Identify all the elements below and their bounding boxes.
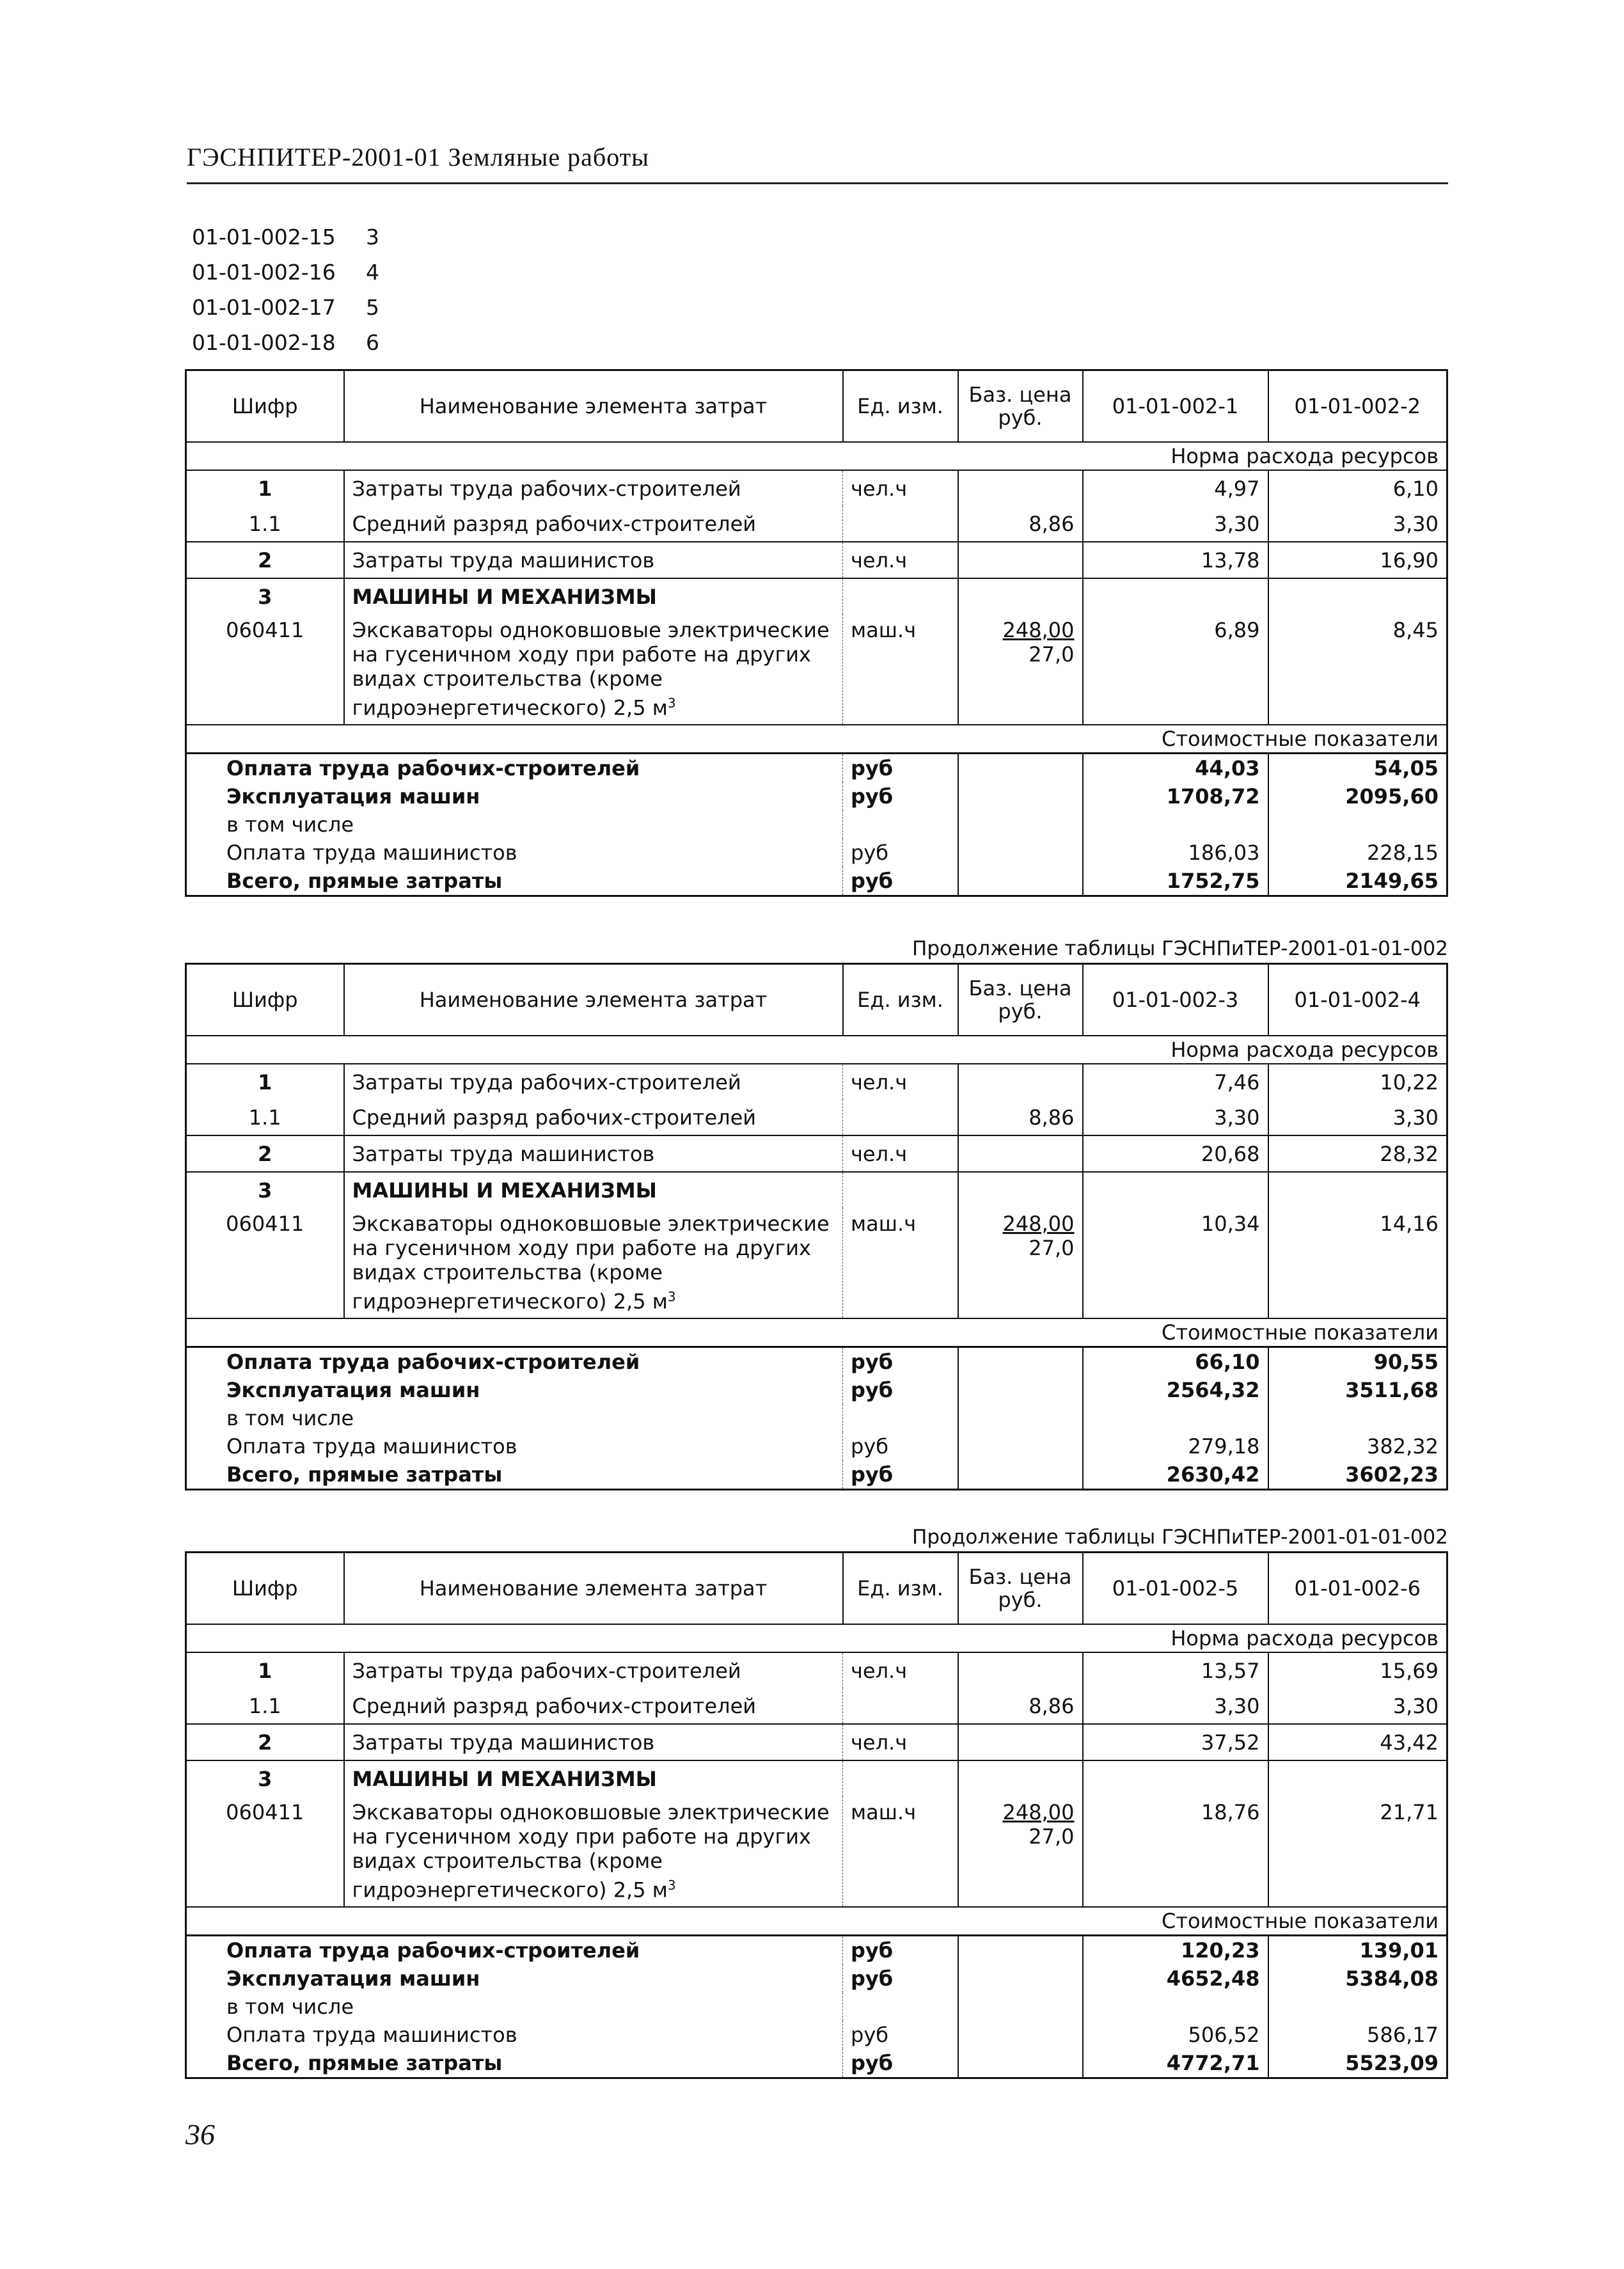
summary-value-2: 5523,09: [1268, 2049, 1447, 2078]
summary-unit: руб: [843, 839, 958, 867]
summary-price: [958, 1935, 1083, 1965]
summary-value-1: 1752,75: [1083, 867, 1268, 896]
row-name: [344, 614, 843, 725]
row-unit: [843, 1172, 958, 1208]
summary-unit: руб: [843, 867, 958, 896]
row-unit: маш.ч: [843, 1208, 958, 1318]
stoim-row: [186, 1907, 1447, 1936]
row-value-1: 13,57: [1083, 1652, 1268, 1688]
row-name: Затраты труда рабочих-строителей: [344, 1652, 843, 1688]
row-code: 2: [186, 1135, 344, 1172]
summary-value-2: 2095,60: [1268, 782, 1447, 810]
summary-row: [186, 867, 1447, 896]
table-row: [186, 614, 1447, 725]
summary-unit: [843, 1404, 958, 1432]
summary-unit: руб: [843, 1460, 958, 1490]
price-1: 248,00: [1002, 1800, 1075, 1824]
row-unit: [843, 506, 958, 542]
row-price: [958, 1796, 1083, 1907]
norm-table-2: [185, 963, 1448, 1490]
summary-price: [958, 810, 1083, 839]
summary-row: [186, 1993, 1447, 2021]
summary-value-1: 2630,42: [1083, 1460, 1268, 1490]
code-num: 4: [366, 260, 379, 285]
row-value-1: 3,30: [1083, 506, 1268, 542]
row-price: [958, 1724, 1083, 1760]
summary-name: Всего, прямые затраты: [226, 1462, 503, 1487]
summary-price: [958, 1993, 1083, 2021]
summary-price: [958, 1347, 1083, 1376]
col-price-line1: Баз. цена: [968, 1565, 1072, 1589]
row-name: Средний разряд рабочих-строителей: [352, 1693, 757, 1718]
summary-value-2: 3602,23: [1268, 1460, 1447, 1490]
col-price-line1: Баз. цена: [968, 976, 1072, 1000]
col-name: Наименование элемента затрат: [344, 964, 843, 1036]
row-code: 3: [186, 1760, 344, 1796]
summary-unit: руб: [843, 2021, 958, 2049]
summary-unit: руб: [843, 753, 958, 782]
row-value-1: [1083, 578, 1268, 614]
summary-row: [186, 839, 1447, 867]
summary-unit: руб: [843, 1432, 958, 1460]
superscript: 3: [667, 1289, 676, 1304]
row-code: 2: [186, 1724, 344, 1760]
col-price-line2: руб.: [998, 999, 1043, 1024]
row-name: [344, 1796, 843, 1907]
summary-value-1: 506,52: [1083, 2021, 1268, 2049]
row-price: [958, 1208, 1083, 1318]
table-header: [186, 1553, 1447, 1625]
code-num: 3: [366, 225, 379, 249]
norma-row: [186, 1036, 1447, 1064]
row-name: Затраты труда машинистов: [344, 1724, 843, 1760]
col-price-line2: руб.: [998, 1588, 1043, 1612]
row-unit: маш.ч: [843, 1796, 958, 1907]
price-1: 248,00: [1002, 1212, 1075, 1236]
col-price-line1: Баз. цена: [968, 383, 1072, 407]
row-unit: маш.ч: [843, 614, 958, 725]
row-name: Средний разряд рабочих-строителей: [352, 1105, 757, 1130]
summary-name: Оплата труда рабочих-строителей: [186, 753, 843, 782]
code-num: 5: [366, 295, 379, 320]
row-value-1: 18,76: [1083, 1796, 1268, 1907]
col-shifr: Шифр: [186, 1553, 344, 1625]
code-line: [192, 325, 379, 360]
row-price: [958, 1172, 1083, 1208]
row-code: 060411: [186, 1796, 344, 1907]
page-header: ГЭСНПИТЕР-2001-01 Земляные работы: [187, 142, 1448, 184]
row-value-2: 3,30: [1268, 1100, 1447, 1135]
row-price: [958, 470, 1083, 506]
norm-table-1: [185, 369, 1448, 897]
row-name: МАШИНЫ И МЕХАНИЗМЫ: [344, 578, 843, 614]
table-row: [186, 1100, 1447, 1135]
row-price: [958, 614, 1083, 725]
summary-row: [186, 2049, 1447, 2078]
code: 01-01-002-17: [192, 295, 336, 320]
summary-unit: [843, 810, 958, 839]
summary-value-1: [1083, 1404, 1268, 1432]
row-value-2: [1268, 1760, 1447, 1796]
price-1: 248,00: [1002, 618, 1075, 642]
table-row: [186, 1208, 1447, 1318]
col-price: [958, 370, 1083, 443]
table-row: [186, 578, 1447, 614]
col-unit: Ед. изм.: [843, 370, 958, 443]
superscript: 3: [667, 1878, 676, 1893]
row-unit: чел.ч: [843, 1724, 958, 1760]
summary-price: [958, 753, 1083, 782]
row-value-1: 13,78: [1083, 542, 1268, 578]
summary-value-2: [1268, 1993, 1447, 2021]
row-name-text: Экскаваторы одноковшовые электрические на гусеничном ходу при работе на других видах строительства (кроме гидроэнергетического) 2,5 м: [352, 618, 830, 720]
row-value-1: [1083, 1172, 1268, 1208]
summary-price: [958, 2021, 1083, 2049]
table-row: [186, 1172, 1447, 1208]
superscript: 3: [667, 695, 676, 711]
summary-price: [958, 1376, 1083, 1404]
summary-value-1: 186,03: [1083, 839, 1268, 867]
row-unit: [843, 1760, 958, 1796]
summary-name: Всего, прямые затраты: [226, 2050, 503, 2075]
table-row: [186, 1135, 1447, 1172]
table-row: [186, 542, 1447, 578]
norm-table-3: [185, 1551, 1448, 2079]
summary-value-2: 5384,08: [1268, 1965, 1447, 1993]
stoim-label: Стоимостные показатели: [186, 1907, 1447, 1936]
col-price-line2: руб.: [998, 406, 1043, 430]
col-unit: Ед. изм.: [843, 1553, 958, 1625]
summary-row: [186, 810, 1447, 839]
table-row: [186, 1652, 1447, 1688]
code: 01-01-002-16: [192, 260, 336, 285]
row-price: [958, 542, 1083, 578]
col-price: [958, 1553, 1083, 1625]
price-2: 27,0: [1029, 642, 1075, 667]
col-code-1: 01-01-002-1: [1083, 370, 1268, 443]
summary-name: Всего, прямые затраты: [226, 868, 503, 893]
stoim-row: [186, 725, 1447, 754]
row-value-2: 8,45: [1268, 614, 1447, 725]
row-value-1: 7,46: [1083, 1064, 1268, 1100]
row-unit: чел.ч: [843, 1064, 958, 1100]
summary-value-2: 2149,65: [1268, 867, 1447, 896]
summary-price: [958, 782, 1083, 810]
row-code: 060411: [186, 1208, 344, 1318]
row-value-1: [1083, 1760, 1268, 1796]
summary-price: [958, 839, 1083, 867]
continuation-label: Продолжение таблицы ГЭСНПиТЕР-2001-01-01-002: [912, 1526, 1448, 1549]
row-price: 8,86: [958, 1100, 1083, 1135]
summary-row: [186, 1404, 1447, 1432]
table-row: [186, 506, 1447, 542]
summary-value-2: 382,32: [1268, 1432, 1447, 1460]
row-value-1: 3,30: [1083, 1688, 1268, 1724]
col-shifr: Шифр: [186, 370, 344, 443]
summary-row: [186, 1935, 1447, 1965]
summary-value-2: [1268, 1404, 1447, 1432]
row-code: 1.1: [186, 506, 344, 542]
row-code: 1: [186, 1652, 344, 1688]
col-unit: Ед. изм.: [843, 964, 958, 1036]
code-line: [192, 290, 379, 325]
code-line: [192, 219, 379, 255]
col-name: Наименование элемента затрат: [344, 370, 843, 443]
row-value-2: 16,90: [1268, 542, 1447, 578]
summary-name: Эксплуатация машин: [226, 784, 480, 809]
col-shifr: Шифр: [186, 964, 344, 1036]
row-name: МАШИНЫ И МЕХАНИЗМЫ: [344, 1172, 843, 1208]
norma-label: Норма расхода ресурсов: [186, 1036, 1447, 1064]
row-code: 3: [186, 1172, 344, 1208]
row-unit: [843, 1100, 958, 1135]
summary-value-2: 139,01: [1268, 1935, 1447, 1965]
table-row: [186, 1064, 1447, 1100]
summary-name: Оплата труда машинистов: [226, 1434, 517, 1459]
row-name: Средний разряд рабочих-строителей: [352, 511, 757, 536]
summary-value-1: 1708,72: [1083, 782, 1268, 810]
summary-unit: руб: [843, 782, 958, 810]
summary-unit: руб: [843, 1935, 958, 1965]
row-code: 1: [186, 470, 344, 506]
row-price: [958, 1135, 1083, 1172]
row-unit: чел.ч: [843, 542, 958, 578]
row-unit: [843, 578, 958, 614]
code: 01-01-002-15: [192, 225, 336, 249]
table-row: [186, 1796, 1447, 1907]
norma-row: [186, 1624, 1447, 1652]
col-name: Наименование элемента затрат: [344, 1553, 843, 1625]
summary-value-2: 228,15: [1268, 839, 1447, 867]
row-name: Затраты труда рабочих-строителей: [344, 470, 843, 506]
col-code-2: 01-01-002-2: [1268, 370, 1447, 443]
summary-price: [958, 2049, 1083, 2078]
row-name: МАШИНЫ И МЕХАНИЗМЫ: [344, 1760, 843, 1796]
summary-unit: руб: [843, 1965, 958, 1993]
row-value-2: 3,30: [1268, 1688, 1447, 1724]
table-row: [186, 470, 1447, 506]
row-code: 1.1: [186, 1688, 344, 1724]
summary-name: Эксплуатация машин: [226, 1377, 480, 1402]
summary-price: [958, 1460, 1083, 1490]
row-value-2: 3,30: [1268, 506, 1447, 542]
page-number: 36: [185, 2118, 215, 2151]
row-price: [958, 578, 1083, 614]
summary-value-1: 44,03: [1083, 753, 1268, 782]
row-value-1: 4,97: [1083, 470, 1268, 506]
row-code: 3: [186, 578, 344, 614]
row-name-text: Экскаваторы одноковшовые электрические на гусеничном ходу при работе на других видах строительства (кроме гидроэнергетического) 2,5 м: [352, 1212, 830, 1314]
norma-row: [186, 442, 1447, 470]
code: 01-01-002-18: [192, 330, 336, 355]
summary-row: [186, 1432, 1447, 1460]
row-value-2: 6,10: [1268, 470, 1447, 506]
row-value-2: 14,16: [1268, 1208, 1447, 1318]
norma-label: Норма расхода ресурсов: [186, 442, 1447, 470]
summary-name: Оплата труда машинистов: [226, 2022, 517, 2047]
summary-value-2: 90,55: [1268, 1347, 1447, 1376]
summary-price: [958, 1404, 1083, 1432]
row-value-1: 37,52: [1083, 1724, 1268, 1760]
table-header: [186, 370, 1447, 443]
summary-name: в том числе: [226, 812, 354, 837]
summary-row: [186, 1460, 1447, 1490]
summary-value-2: 586,17: [1268, 2021, 1447, 2049]
row-name: Затраты труда машинистов: [344, 542, 843, 578]
table-row: [186, 1688, 1447, 1724]
stoim-label: Стоимостные показатели: [186, 725, 1447, 754]
row-unit: чел.ч: [843, 470, 958, 506]
summary-value-1: 4772,71: [1083, 2049, 1268, 2078]
code-line: [192, 255, 379, 290]
summary-unit: руб: [843, 1347, 958, 1376]
summary-value-1: [1083, 1993, 1268, 2021]
summary-name: в том числе: [226, 1994, 354, 2019]
table-header: [186, 964, 1447, 1036]
summary-unit: [843, 1993, 958, 2021]
col-code-2: 01-01-002-6: [1268, 1553, 1447, 1625]
row-name: Затраты труда машинистов: [344, 1135, 843, 1172]
col-code-2: 01-01-002-4: [1268, 964, 1447, 1036]
row-value-2: 15,69: [1268, 1652, 1447, 1688]
price-2: 27,0: [1029, 1236, 1075, 1260]
summary-name: Оплата труда рабочих-строителей: [186, 1347, 843, 1376]
price-2: 27,0: [1029, 1824, 1075, 1849]
row-value-2: [1268, 578, 1447, 614]
row-unit: [843, 1688, 958, 1724]
row-price: [958, 1064, 1083, 1100]
continuation-label: Продолжение таблицы ГЭСНПиТЕР-2001-01-01-002: [912, 937, 1448, 960]
summary-price: [958, 1432, 1083, 1460]
summary-price: [958, 1965, 1083, 1993]
summary-value-1: [1083, 810, 1268, 839]
row-value-1: 20,68: [1083, 1135, 1268, 1172]
summary-price: [958, 867, 1083, 896]
row-price: [958, 1760, 1083, 1796]
summary-unit: руб: [843, 1376, 958, 1404]
summary-name: Оплата труда рабочих-строителей: [186, 1935, 843, 1965]
stoim-label: Стоимостные показатели: [186, 1318, 1447, 1347]
row-value-2: [1268, 1172, 1447, 1208]
summary-name: Оплата труда машинистов: [226, 840, 517, 865]
summary-value-2: 3511,68: [1268, 1376, 1447, 1404]
summary-value-1: 279,18: [1083, 1432, 1268, 1460]
stoim-row: [186, 1318, 1447, 1347]
col-code-1: 01-01-002-5: [1083, 1553, 1268, 1625]
table-row: [186, 1724, 1447, 1760]
summary-value-2: [1268, 810, 1447, 839]
col-code-1: 01-01-002-3: [1083, 964, 1268, 1036]
summary-name: Эксплуатация машин: [226, 1966, 480, 1991]
code-list: [192, 219, 379, 360]
summary-value-1: 120,23: [1083, 1935, 1268, 1965]
row-price: 8,86: [958, 1688, 1083, 1724]
row-price: 8,86: [958, 506, 1083, 542]
row-value-1: 10,34: [1083, 1208, 1268, 1318]
row-value-2: 10,22: [1268, 1064, 1447, 1100]
row-unit: чел.ч: [843, 1652, 958, 1688]
summary-row: [186, 1376, 1447, 1404]
row-value-1: 3,30: [1083, 1100, 1268, 1135]
summary-row: [186, 1965, 1447, 1993]
summary-name: в том числе: [226, 1405, 354, 1430]
row-name: [344, 1208, 843, 1318]
row-name: Затраты труда рабочих-строителей: [344, 1064, 843, 1100]
norma-label: Норма расхода ресурсов: [186, 1624, 1447, 1652]
col-price: [958, 964, 1083, 1036]
row-code: 1.1: [186, 1100, 344, 1135]
summary-row: [186, 2021, 1447, 2049]
summary-row: [186, 782, 1447, 810]
summary-value-1: 66,10: [1083, 1347, 1268, 1376]
row-value-1: 6,89: [1083, 614, 1268, 725]
row-unit: чел.ч: [843, 1135, 958, 1172]
row-value-2: 43,42: [1268, 1724, 1447, 1760]
summary-value-1: 4652,48: [1083, 1965, 1268, 1993]
summary-value-1: 2564,32: [1083, 1376, 1268, 1404]
row-price: [958, 1652, 1083, 1688]
row-code: 2: [186, 542, 344, 578]
code-num: 6: [366, 330, 379, 355]
row-code: 060411: [186, 614, 344, 725]
row-value-2: 21,71: [1268, 1796, 1447, 1907]
row-code: 1: [186, 1064, 344, 1100]
summary-unit: руб: [843, 2049, 958, 2078]
summary-value-2: 54,05: [1268, 753, 1447, 782]
table-row: [186, 1760, 1447, 1796]
row-value-2: 28,32: [1268, 1135, 1447, 1172]
summary-row: [186, 1347, 1447, 1376]
row-name-text: Экскаваторы одноковшовые электрические на гусеничном ходу при работе на других видах строительства (кроме гидроэнергетического) 2,5 м: [352, 1800, 830, 1902]
summary-row: [186, 753, 1447, 782]
